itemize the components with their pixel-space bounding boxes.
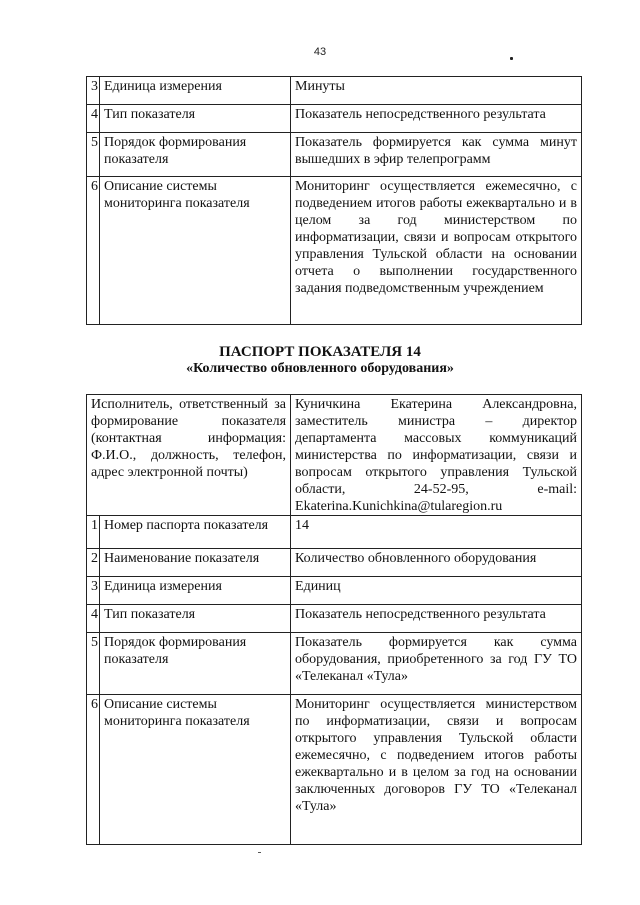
indicator-passport-table bbox=[86, 394, 582, 845]
row-number: 2 bbox=[87, 549, 100, 577]
row-value: Количество обновленного оборудования bbox=[291, 549, 582, 577]
table-row bbox=[87, 133, 582, 177]
row-number: 3 bbox=[87, 577, 100, 605]
row-label: Номер паспорта показателя bbox=[100, 516, 291, 549]
table-row bbox=[87, 605, 582, 633]
row-value: Показатель формируется как сумма минут вышедших в эфир телепрограмм bbox=[291, 133, 582, 177]
scan-speck bbox=[510, 57, 513, 60]
row-value: 14 bbox=[291, 516, 582, 549]
row-label: Описание системы мониторинга показателя bbox=[100, 177, 291, 325]
row-label: Единица измерения bbox=[100, 577, 291, 605]
table-row bbox=[87, 633, 582, 695]
indicator-table-continued bbox=[86, 76, 582, 325]
row-number: 5 bbox=[87, 133, 100, 177]
table-row bbox=[87, 516, 582, 549]
row-number: 1 bbox=[87, 516, 100, 549]
passport-subtitle: «Количество обновленного оборудования» bbox=[186, 361, 454, 376]
row-label: Порядок формирования показателя bbox=[100, 133, 291, 177]
row-value: Единиц bbox=[291, 577, 582, 605]
row-number: 3 bbox=[87, 77, 100, 105]
row-number: 4 bbox=[87, 105, 100, 133]
row-label: Наименование показателя bbox=[100, 549, 291, 577]
table-row bbox=[87, 577, 582, 605]
scan-mark bbox=[258, 852, 261, 853]
table-row bbox=[87, 77, 582, 105]
executor-value: Куничкина Екатерина Александровна, заместитель министра – директор департамента массовых коммуникаций министерства по информатизации, связи и вопросам открытого управления Тульской области, 24-52-95, e-mail: Ekaterina.Kunichkina@tularegion.ru bbox=[291, 395, 582, 516]
row-value: Показатель непосредственного результата bbox=[291, 605, 582, 633]
page-number: 43 bbox=[313, 46, 327, 58]
row-value: Показатель непосредственного результата bbox=[291, 105, 582, 133]
row-number: 6 bbox=[87, 695, 100, 845]
table-row bbox=[87, 695, 582, 845]
passport-title: ПАСПОРТ ПОКАЗАТЕЛЯ 14 bbox=[219, 344, 421, 360]
row-label: Единица измерения bbox=[100, 77, 291, 105]
table-row bbox=[87, 177, 582, 325]
row-number: 5 bbox=[87, 633, 100, 695]
row-label: Описание системы мониторинга показателя bbox=[100, 695, 291, 845]
executor-label: Исполнитель, ответственный за формирование показателя (контактная информация: Ф.И.О., должность, телефон, адрес электронной почты) bbox=[87, 395, 291, 516]
row-label: Тип показателя bbox=[100, 605, 291, 633]
row-value: Мониторинг осуществляется ежемесячно, с подведением итогов работы ежеквартально и в целом за год министерством по информатизации, связи и вопросам открытого управления Тульской области на основании отчета о выполнении государственного задания подведомственным учреждением bbox=[291, 177, 582, 325]
table-header-row bbox=[87, 395, 582, 516]
row-number: 6 bbox=[87, 177, 100, 325]
row-label: Тип показателя bbox=[100, 105, 291, 133]
table-row bbox=[87, 105, 582, 133]
row-value: Минуты bbox=[291, 77, 582, 105]
row-value: Мониторинг осуществляется министерством по информатизации, связи и вопросам открытого управления Тульской области ежемесячно, с подведением итогов работы ежеквартально и в целом за год на основании заключенных договоров ГУ ТО «Телеканал «Тула» bbox=[291, 695, 582, 845]
row-number: 4 bbox=[87, 605, 100, 633]
row-value: Показатель формируется как сумма оборудования, приобретенного за год ГУ ТО «Телеканал «Тула» bbox=[291, 633, 582, 695]
table-row bbox=[87, 549, 582, 577]
row-label: Порядок формирования показателя bbox=[100, 633, 291, 695]
